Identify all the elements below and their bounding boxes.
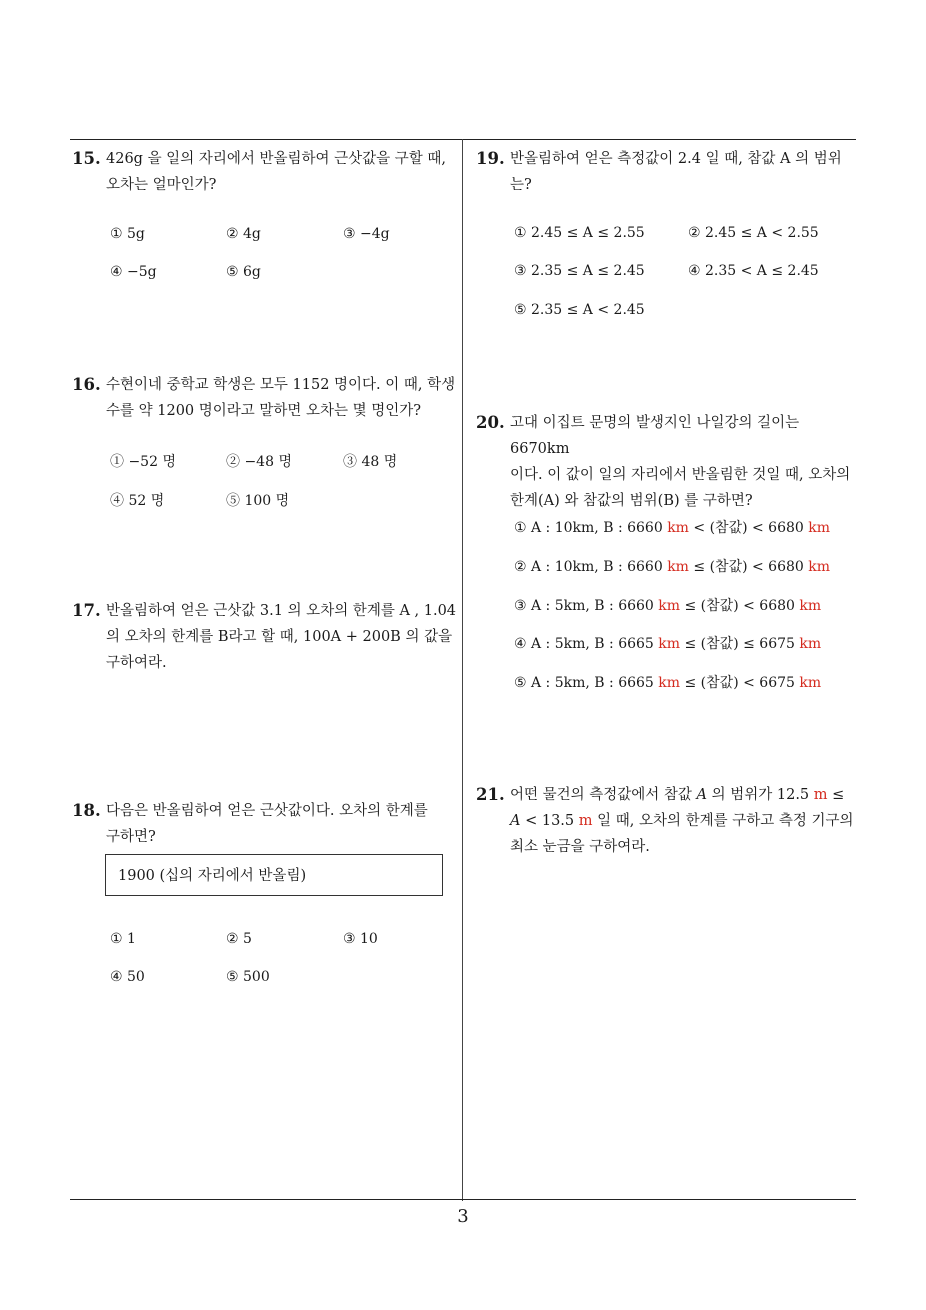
option-text: ≤ (참값) < 6675 [680, 675, 800, 691]
unit-text: km [799, 598, 822, 614]
question-text-line: 수를 약 1200 명이라고 말하면 오차는 몇 명인가? [106, 403, 422, 419]
question-number: 16. [72, 375, 101, 394]
option-2[interactable]: ② 4g [226, 226, 261, 242]
question-text-line: 한계(A) 와 참값의 범위(B) 를 구하면? [510, 493, 753, 509]
option-text: ≤ (참값) < 6680 [680, 598, 800, 614]
question-number: 21. [476, 785, 505, 804]
option-3[interactable]: ③ 10 [343, 931, 378, 947]
option-4[interactable]: ④ 50 [110, 969, 145, 985]
option-5[interactable]: ⑤ 2.35 ≤ A < 2.45 [514, 302, 645, 318]
option-text: ③ A : 5km, B : 6660 [514, 598, 659, 614]
question-number: 19. [476, 149, 505, 168]
question-20 [476, 410, 860, 514]
option-text: ⑤ A : 5km, B : 6665 [514, 675, 659, 691]
question-text-line: A < 13.5 m 일 때, 오차의 한계를 구하고 측정 기구의 [510, 813, 854, 829]
option-4[interactable]: ④ −5g [110, 264, 157, 280]
option-2[interactable]: ② −48 명 [226, 454, 292, 470]
option-5[interactable]: ⑤ 100 명 [226, 493, 290, 509]
option-1[interactable]: ① 5g [110, 226, 145, 242]
option-1[interactable]: ① 2.45 ≤ A ≤ 2.55 [514, 225, 645, 241]
option-5[interactable]: ⑤ 500 [226, 969, 270, 985]
question-number: 20. [476, 413, 505, 432]
question-text-line: 최소 눈금을 구하여라. [510, 839, 650, 855]
question-text-line: 오차는 얼마인가? [106, 177, 217, 193]
given-value-box: 1900 (십의 자리에서 반올림) [105, 854, 443, 896]
option-3[interactable]: ③ −4g [343, 226, 390, 242]
bottom-rule [70, 1199, 856, 1200]
option-4[interactable]: ④ 2.35 < A ≤ 2.45 [688, 263, 819, 279]
question-text-line: 는? [510, 177, 532, 193]
option-4[interactable] [514, 633, 821, 653]
question-text-line: 고대 이집트 문명의 발생지인 나일강의 길이는 6670km [510, 415, 800, 457]
unit-text: km [808, 559, 831, 575]
option-5[interactable] [514, 672, 821, 692]
question-number: 15. [72, 149, 101, 168]
option-2[interactable]: ② 5 [226, 931, 252, 947]
option-3[interactable]: ③ 48 명 [343, 454, 398, 470]
question-21 [476, 782, 860, 860]
question-text-line: 반올림하여 얻은 근삿값 3.1 의 오차의 한계를 A , 1.04 [106, 603, 457, 619]
option-2[interactable]: ② 2.45 ≤ A < 2.55 [688, 225, 819, 241]
unit-text: km [658, 675, 681, 691]
unit-text: km [667, 520, 689, 536]
unit-text: km [667, 559, 689, 575]
question-text-line: 이다. 이 값이 일의 자리에서 반올림한 것일 때, 오차의 [510, 467, 851, 483]
option-text: ④ A : 5km, B : 6665 [514, 636, 659, 652]
option-1[interactable]: ① −52 명 [110, 454, 176, 470]
unit-text: km [808, 520, 831, 536]
question-text-line: 구하면? [106, 829, 156, 845]
question-text-line: 구하여라. [106, 655, 167, 671]
question-text-line: 반올림하여 얻은 측정값이 2.4 일 때, 참값 A 의 범위 [510, 151, 842, 167]
question-text-line: 다음은 반올림하여 얻은 근삿값이다. 오차의 한계를 [106, 803, 428, 819]
question-19 [476, 146, 860, 198]
question-text-line: 426g 을 일의 자리에서 반올림하여 근삿값을 구할 때, [106, 151, 446, 167]
option-5[interactable]: ⑤ 6g [226, 264, 261, 280]
unit-text: km [658, 636, 681, 652]
question-15 [72, 146, 458, 198]
question-number: 18. [72, 801, 101, 820]
option-1[interactable]: ① 1 [110, 931, 136, 947]
question-17 [72, 598, 458, 676]
option-3[interactable]: ③ 2.35 ≤ A ≤ 2.45 [514, 263, 645, 279]
option-text: ≤ (참값) ≤ 6675 [680, 636, 800, 652]
option-text: ① A : 10km, B : 6660 [514, 520, 668, 536]
question-text-line: 의 오차의 한계를 B라고 할 때, 100A + 200B 의 값을 [106, 629, 453, 645]
unit-text: km [799, 636, 822, 652]
question-number: 17. [72, 601, 101, 620]
option-4[interactable]: ④ 52 명 [110, 493, 165, 509]
top-rule [70, 139, 856, 140]
page-number: 3 [457, 1206, 469, 1227]
unit-text: km [799, 675, 822, 691]
option-text: ② A : 10km, B : 6660 [514, 559, 668, 575]
column-divider [462, 139, 463, 1201]
option-text: ≤ (참값) < 6680 [688, 559, 809, 575]
question-text-line: 어떤 물건의 측정값에서 참값 A 의 범위가 12.5 m ≤ [510, 787, 845, 803]
option-text: < (참값) < 6680 [688, 520, 809, 536]
option-2[interactable] [514, 556, 830, 576]
option-1[interactable] [514, 517, 830, 537]
question-text-line: 수현이네 중학교 학생은 모두 1152 명이다. 이 때, 학생 [106, 377, 456, 393]
question-18 [72, 798, 458, 850]
option-3[interactable] [514, 595, 821, 615]
question-16 [72, 372, 458, 424]
unit-text: km [658, 598, 681, 614]
